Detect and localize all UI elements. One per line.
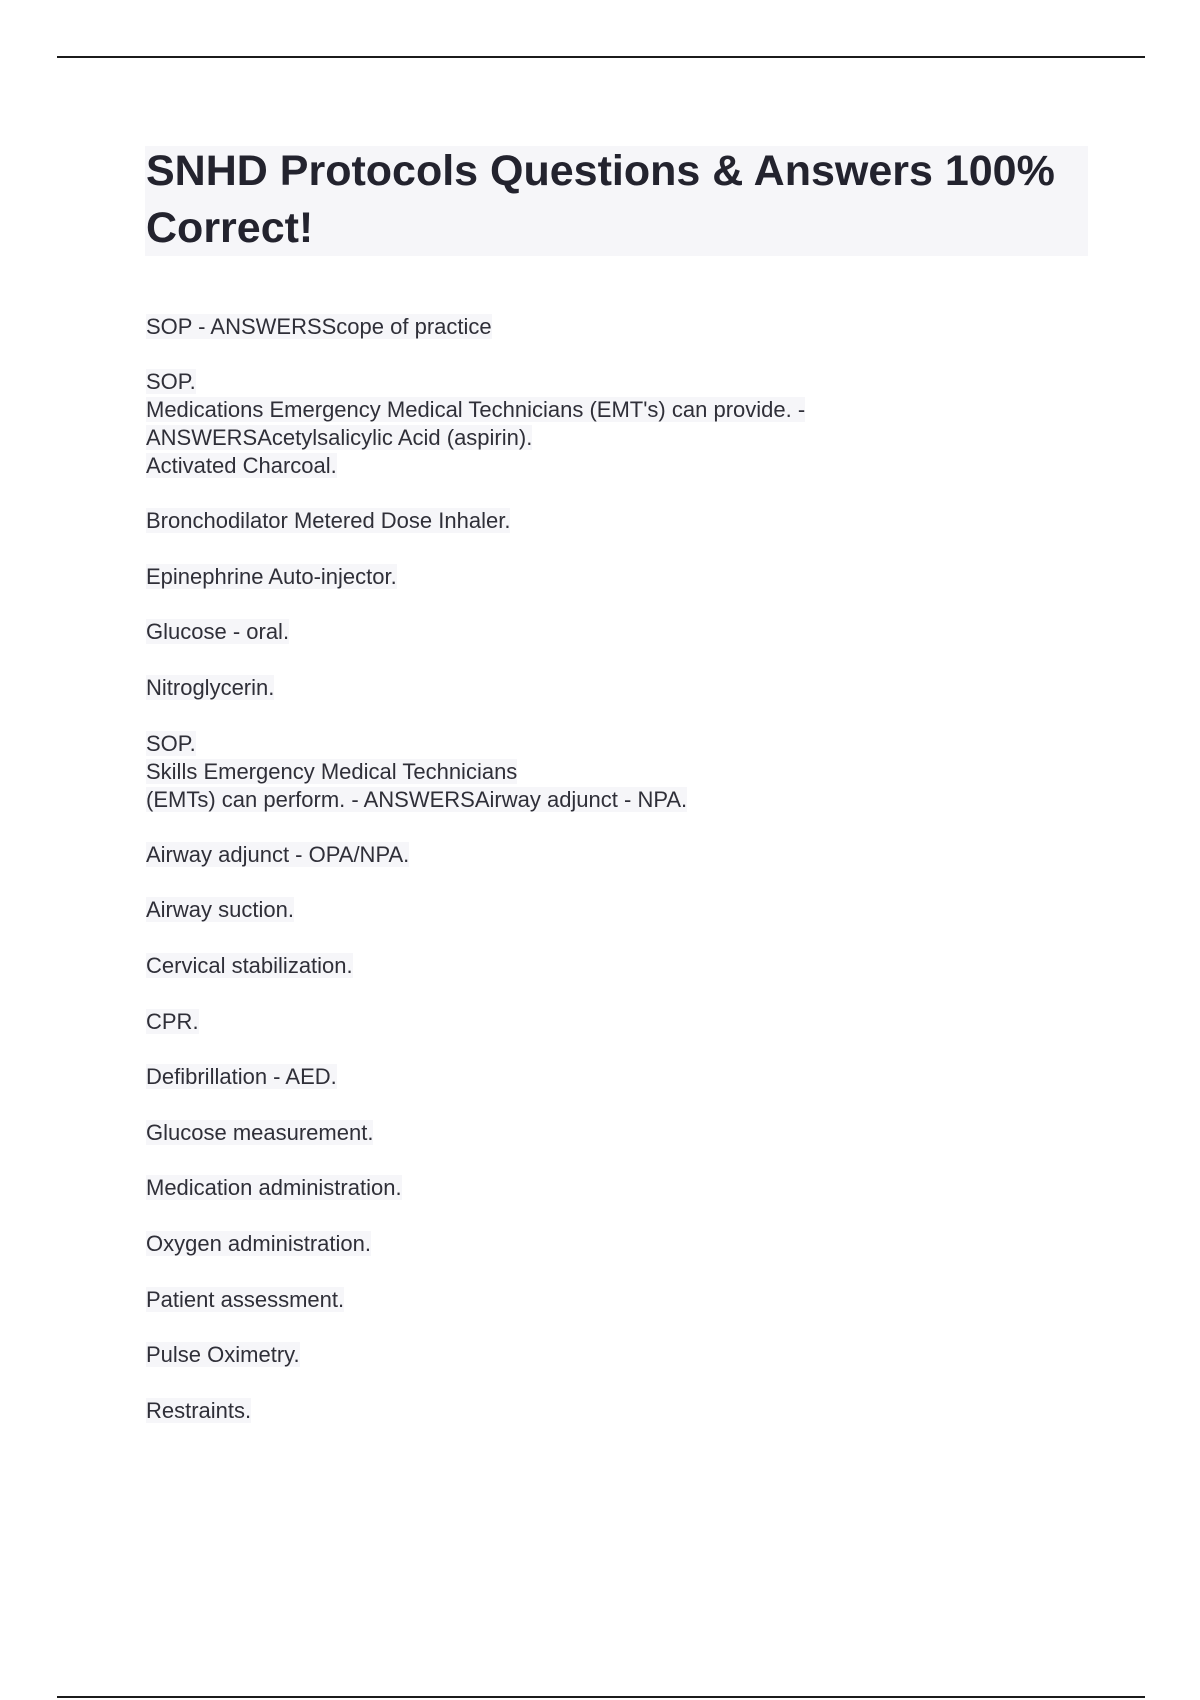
qa-entry: [146, 952, 353, 980]
qa-entry: [146, 1174, 402, 1202]
qa-entry-text: Bronchodilator Metered Dose Inhaler.: [146, 508, 511, 533]
qa-entry-text: CPR.: [146, 1009, 199, 1034]
bottom-rule: [57, 1696, 1145, 1698]
qa-entry-text: Restraints.: [146, 1398, 252, 1423]
qa-entry: [146, 507, 510, 535]
qa-entry: [146, 1230, 371, 1258]
top-rule: [57, 56, 1145, 58]
qa-entry: [146, 841, 409, 869]
qa-entry: [146, 1341, 300, 1369]
qa-entry-text: Patient assessment.: [146, 1287, 345, 1312]
qa-entry: [146, 1008, 199, 1036]
qa-entry: [146, 1063, 337, 1091]
document-title: SNHD Protocols Questions & Answers 100% Correct!: [146, 147, 1055, 252]
qa-entry-text: Glucose - oral.: [146, 619, 290, 644]
qa-entry-text: Glucose measurement.: [146, 1120, 374, 1145]
qa-entry-text: Medication administration.: [146, 1175, 402, 1200]
qa-entry: [146, 674, 274, 702]
qa-entry: [146, 368, 805, 480]
qa-entry: [146, 1119, 373, 1147]
qa-entry-text: Cervical stabilization.: [146, 953, 353, 978]
qa-entry-text: SOP. Medications Emergency Medical Technicians (EMT's) can provide. - ANSWERSAcetylsalicylic Acid (aspirin). Activated Charcoal.: [146, 369, 806, 478]
qa-entry: [146, 618, 289, 646]
qa-entry: [146, 896, 294, 924]
qa-entry: [146, 1286, 344, 1314]
qa-entry: [146, 313, 492, 341]
qa-entry-text: Pulse Oximetry.: [146, 1342, 300, 1367]
qa-entry-text: Epinephrine Auto-injector.: [146, 564, 397, 589]
qa-entry-text: Nitroglycerin.: [146, 675, 275, 700]
qa-entry: [146, 730, 687, 814]
qa-entry-text: Airway suction.: [146, 897, 294, 922]
qa-entry-text: Oxygen administration.: [146, 1231, 371, 1256]
qa-entry: [146, 563, 397, 591]
qa-entry-text: SOP - ANSWERSScope of practice: [146, 314, 492, 339]
qa-entry-text: SOP. Skills Emergency Medical Technicians (EMTs) can perform. - ANSWERSAirway adjunct - NPA.: [146, 731, 688, 812]
qa-entry-text: Airway adjunct - OPA/NPA.: [146, 842, 410, 867]
qa-entry-text: Defibrillation - AED.: [146, 1064, 337, 1089]
qa-entry: [146, 1397, 251, 1425]
